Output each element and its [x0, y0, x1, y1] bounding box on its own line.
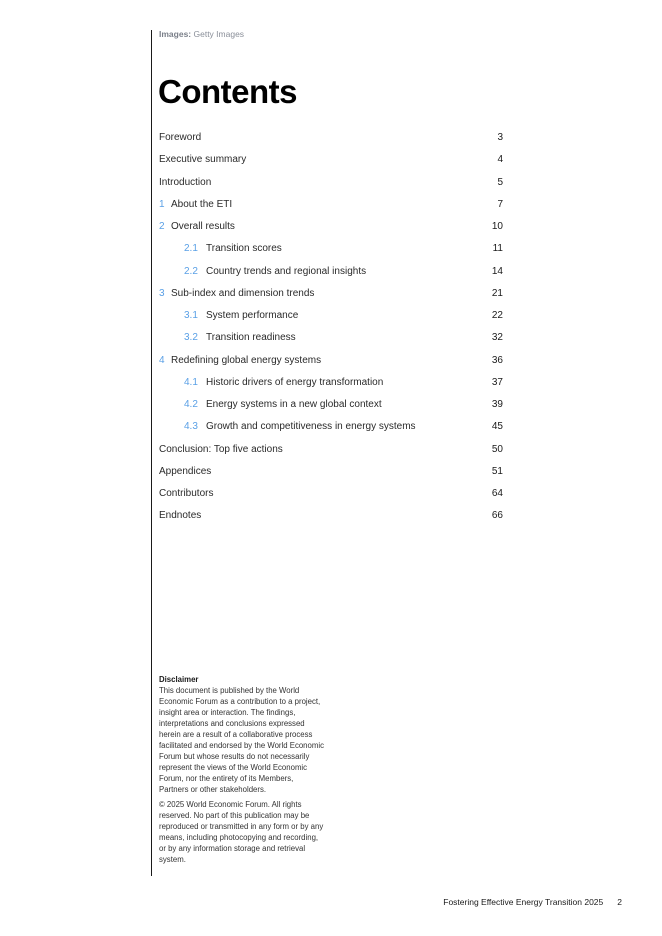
toc-entry-page: 10 — [491, 221, 503, 232]
toc-entry[interactable] — [159, 172, 503, 194]
toc-entry-number: 3 — [159, 288, 165, 299]
toc-entry-page: 37 — [491, 377, 503, 388]
toc-entry-page: 5 — [497, 177, 503, 188]
toc-entry[interactable] — [159, 216, 503, 238]
toc-entry-label: Transition readiness — [206, 332, 296, 343]
page-title: Contents — [158, 73, 297, 110]
toc-entry-label: Introduction — [159, 177, 212, 188]
toc-entry-page: 7 — [497, 199, 503, 210]
toc-entry-page: 32 — [491, 332, 503, 343]
toc-entry-page: 45 — [491, 421, 503, 432]
toc-entry-label: Growth and competitiveness in energy systems — [206, 421, 416, 432]
toc-entry-number: 4.1 — [184, 377, 198, 388]
toc-entry-label: System performance — [206, 310, 299, 321]
page-footer — [443, 897, 622, 907]
toc-entry-page: 50 — [491, 444, 503, 455]
toc-entry[interactable] — [159, 505, 503, 527]
image-credit — [159, 29, 244, 39]
toc-entry-number: 4 — [159, 355, 165, 366]
toc-entry[interactable] — [159, 194, 503, 216]
image-credit-text: Getty Images — [193, 29, 245, 39]
toc-entry-page: 11 — [492, 243, 503, 254]
toc-entry-number: 2.1 — [184, 243, 198, 254]
toc-entry[interactable] — [159, 439, 503, 461]
toc-entry[interactable] — [159, 483, 503, 505]
toc-entry[interactable] — [159, 461, 503, 483]
toc-entry-label: Historic drivers of energy transformation — [206, 377, 384, 388]
toc-entry[interactable] — [159, 149, 503, 171]
toc-entry-label: Endnotes — [159, 510, 202, 521]
toc-entry[interactable] — [159, 283, 503, 305]
toc-entry[interactable] — [159, 238, 503, 260]
toc-entry[interactable] — [159, 350, 503, 372]
toc-entry[interactable] — [159, 327, 503, 349]
toc-entry-number: 4.3 — [184, 421, 198, 432]
toc-entry-page: 22 — [491, 310, 503, 321]
toc-entry-label: Redefining global energy systems — [171, 355, 322, 366]
toc-entry[interactable] — [159, 394, 503, 416]
toc-entry-number: 4.2 — [184, 399, 198, 410]
toc-entry-label: About the ETI — [171, 199, 233, 210]
footer-page-number: 2 — [617, 897, 622, 907]
toc-entry-label: Appendices — [159, 466, 212, 477]
toc-entry[interactable] — [159, 416, 503, 438]
image-credit-label: Images: — [159, 29, 192, 39]
toc-entry-number: 3.1 — [184, 310, 198, 321]
toc-entry-label: Overall results — [171, 221, 235, 232]
toc-entry-page: 66 — [491, 510, 503, 521]
footer-title: Fostering Effective Energy Transition 2025 — [443, 897, 604, 907]
toc-entry-number: 1 — [159, 199, 165, 210]
toc-entry[interactable] — [159, 305, 503, 327]
toc-entry-page: 64 — [491, 488, 503, 499]
toc-entry-page: 21 — [491, 288, 503, 299]
toc-entry-label: Energy systems in a new global context — [206, 399, 382, 410]
toc-entry-page: 14 — [491, 266, 503, 277]
left-rule — [151, 30, 152, 876]
toc-entry-page: 4 — [497, 154, 503, 165]
toc-entry-page: 51 — [491, 466, 503, 477]
toc-entry-page: 39 — [491, 399, 503, 410]
toc-entry-label: Foreword — [159, 132, 202, 143]
toc-entry-label: Executive summary — [159, 154, 247, 165]
toc-entry-page: 36 — [491, 355, 503, 366]
toc-entry-page: 3 — [497, 132, 503, 143]
toc-entry-number: 3.2 — [184, 332, 198, 343]
toc-entry[interactable] — [159, 261, 503, 283]
toc-entry-number: 2 — [159, 221, 165, 232]
toc-entry-label: Contributors — [159, 488, 214, 499]
toc-entry-label: Conclusion: Top five actions — [159, 444, 283, 455]
toc-entry-label: Transition scores — [206, 243, 282, 254]
toc-entry-label: Country trends and regional insights — [206, 266, 367, 277]
toc-entry-label: Sub-index and dimension trends — [171, 288, 315, 299]
toc-entry-number: 2.2 — [184, 266, 198, 277]
copyright-text: © 2025 World Economic Forum. All rights reserved. No part of this publication may be reproduced or transmitted in any form or by any means, including photocopying and recording, or by any information storage and retrieval system. — [159, 800, 324, 864]
disclaimer-heading: Disclaimer — [159, 675, 199, 684]
disclaimer-text: This document is published by the World Economic Forum as a contribution to a project, insight area or interaction. The findings, interpretations and conclusions expressed herein are a result of a collaborative process facilitated and endorsed by the World Economic Forum but whose results do not necessarily represent the views of the World Economic Forum, nor the entirety of its Members, Partners or other stakeholders. — [159, 686, 324, 794]
toc-entry[interactable] — [159, 372, 503, 394]
toc-entry[interactable] — [159, 127, 503, 149]
disclaimer — [159, 674, 324, 869]
